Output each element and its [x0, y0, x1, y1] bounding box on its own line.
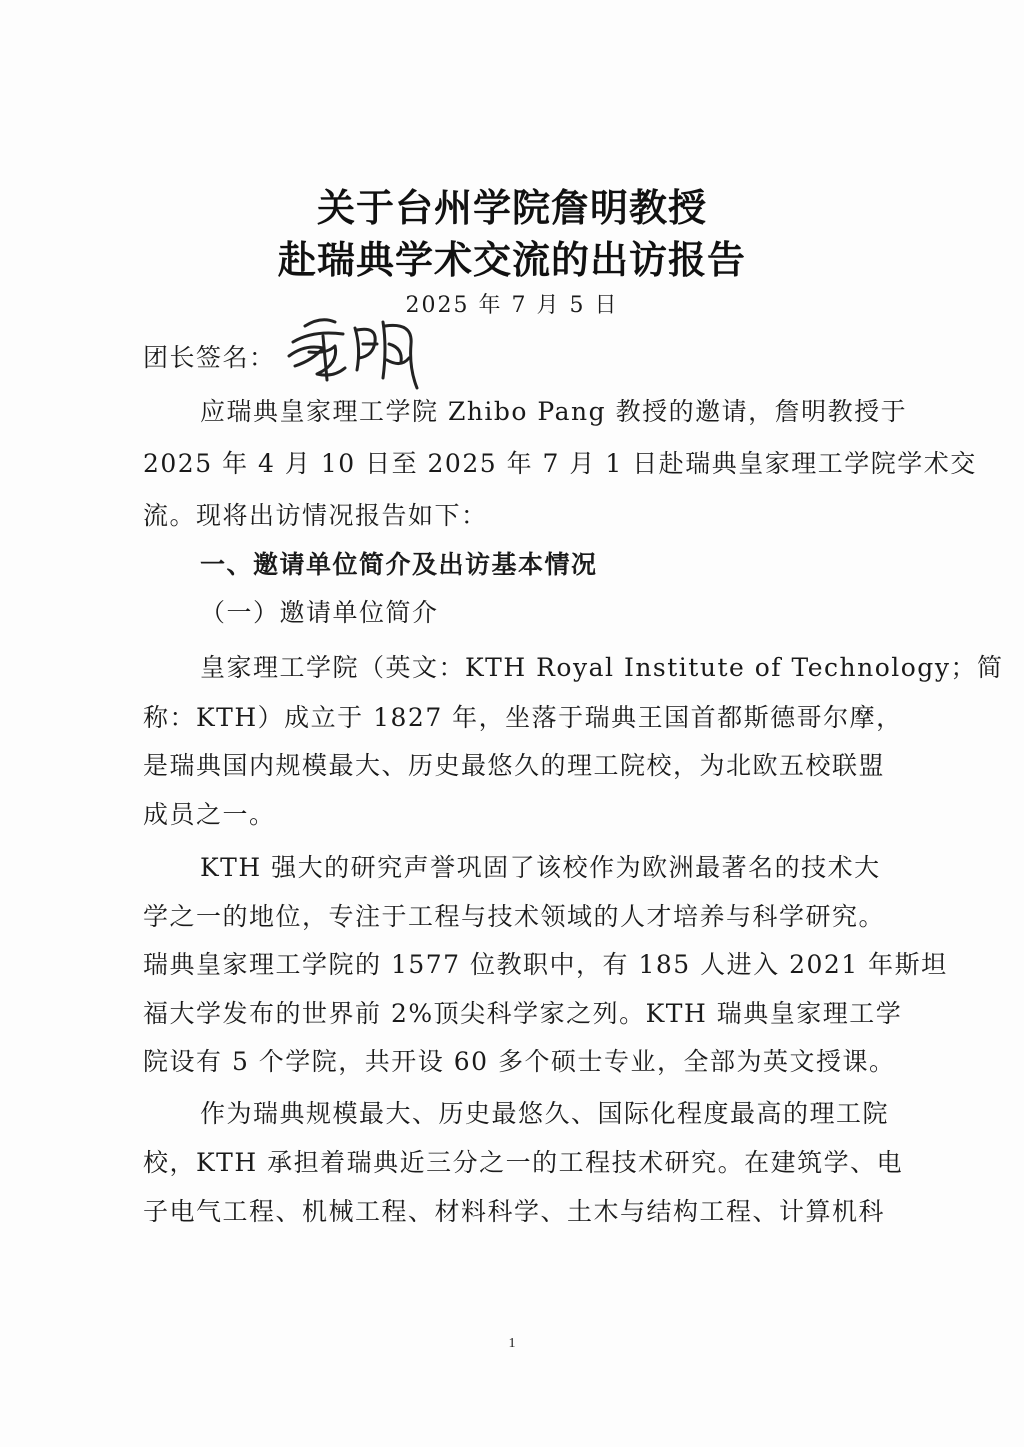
handwritten-signature [283, 308, 433, 393]
document-title-line-1: 关于台州学院詹明教授 [316, 186, 707, 230]
paragraph-line: 应瑞典皇家理工学院 Zhibo Pang 教授的邀请，詹明教授于 [200, 397, 908, 426]
paragraph-line: 校，KTH 承担着瑞典近三分之一的工程技术研究。在建筑学、电 [143, 1148, 904, 1177]
page-number: 1 [508, 1336, 516, 1351]
paragraph-line: 学之一的地位，专注于工程与技术领域的人才培养与科学研究。 [143, 902, 886, 931]
paragraph-line: 作为瑞典规模最大、历史最悠久、国际化程度最高的理工院 [200, 1099, 890, 1128]
paragraph-line: 福大学发布的世界前 2%顶尖科学家之列。KTH 瑞典皇家理工学 [143, 999, 903, 1028]
paragraph-line: 称：KTH）成立于 1827 年，坐落于瑞典王国首都斯德哥尔摩， [143, 703, 903, 732]
paragraph-line: 2025 年 4 月 10 日至 2025 年 7 月 1 日赴瑞典皇家理工学院学术交 [143, 449, 977, 478]
paragraph-line: KTH 强大的研究声誉巩固了该校作为欧洲最著名的技术大 [200, 853, 881, 882]
section-heading: 一、邀请单位简介及出访基本情况 [200, 550, 598, 579]
paragraph-line: 流。现将出访情况报告如下： [143, 501, 488, 530]
paragraph-line: 瑞典皇家理工学院的 1577 位教职中，有 185 人进入 2021 年斯坦 [143, 950, 948, 979]
subsection-heading: （一）邀请单位简介 [200, 598, 439, 627]
report-date: 2025 年 7 月 5 日 [405, 293, 619, 318]
paragraph-line: 子电气工程、机械工程、材料科学、土木与结构工程、计算机科 [143, 1197, 886, 1226]
paragraph-line: 皇家理工学院（英文：KTH Royal Institute of Technology；简 [200, 653, 1004, 682]
paragraph-line: 是瑞典国内规模最大、历史最悠久的理工院校，为北欧五校联盟 [143, 751, 886, 780]
paragraph-line: 院设有 5 个学院，共开设 60 多个硕士专业，全部为英文授课。 [143, 1047, 896, 1076]
signature-label: 团长签名： [143, 343, 276, 372]
paragraph-line: 成员之一。 [143, 800, 276, 829]
document-title-line-2: 赴瑞典学术交流的出访报告 [277, 238, 746, 282]
